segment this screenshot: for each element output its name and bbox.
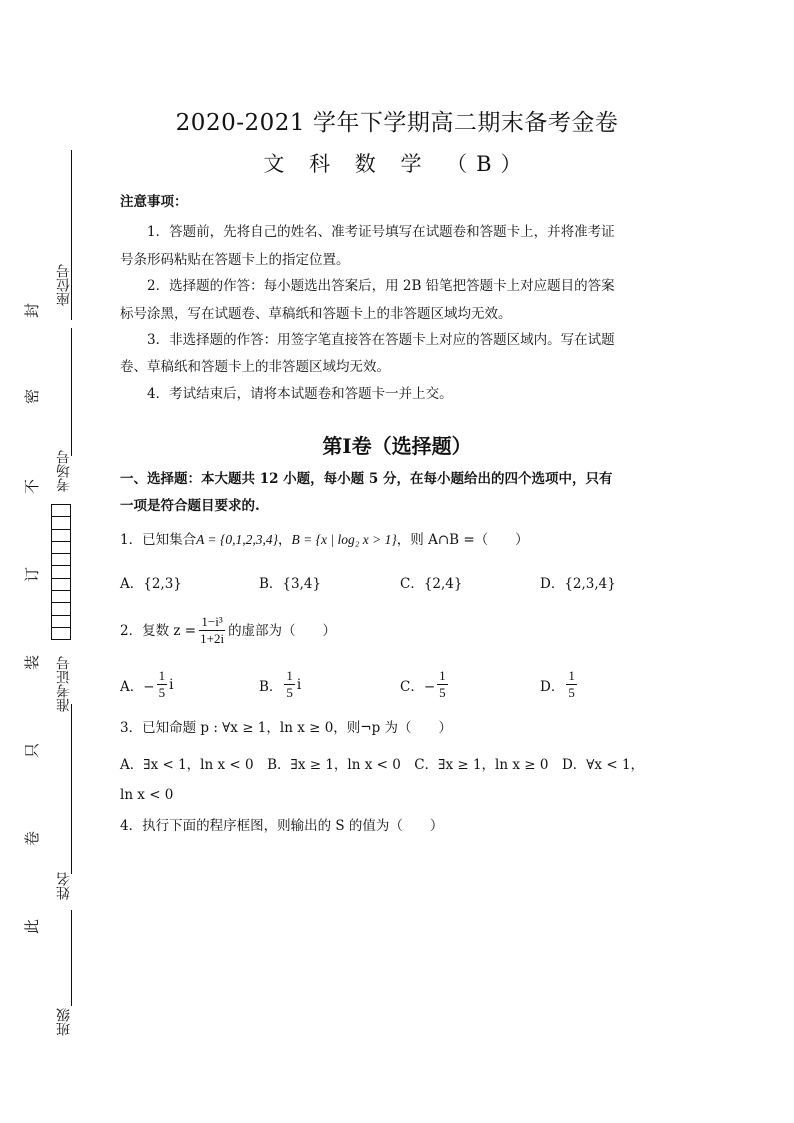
seal-char: 此 [23,918,42,935]
q2-option-c: C．− $\frac{1}{5}$ [400,668,446,700]
q1-option-c: C．{2,4} [400,576,463,592]
exam-title: 2020-2021 学年下学期高二期末备考金卷 [175,110,619,136]
question-3-stem: 3．已知命题 p : ∀x ≥ 1，ln x ≥ 0，则¬p 为（ ） [120,720,453,736]
seal-char: 只 [23,742,42,759]
admission-number-label: 准考证号 [56,656,72,712]
notice-item: 1．答题前，先将自己的姓名、准考证号填写在试题卷和答题卡上，并将准考证 [147,224,615,240]
q2-option-d: D． $\frac{1}{5}$ [540,668,575,700]
q2-fraction [198,614,226,647]
question-1-stem: 1．已知集合A = {0,1,2,3,4}，B = {x | log₂ x > 1}，则 A∩B =（ ） [120,532,529,548]
exam-room-label: 考场号 [56,450,72,492]
seal-char: 卷 [23,830,42,847]
binding-line [71,704,72,874]
binding-line [71,328,72,456]
q2-option-a: A．− $\frac{1}{5}$ i [120,668,174,700]
class-label: 班级 [56,1008,72,1036]
seal-char: 密 [23,388,42,405]
notice-item: 号条形码粘贴在答题卡上的指定位置。 [120,252,350,268]
q2-denominator: 1+2i [200,631,225,646]
q1-option-d: D．{2,3,4} [540,576,616,592]
seal-char: 封 [23,302,42,319]
notice-item: 4．考试结束后，请将本试题卷和答题卡一并上交。 [147,386,453,402]
exam-number-grid [51,504,71,640]
section-intro: 一、选择题：本大题共 12 小题，每小题 5 分，在每小题给出的四个选项中，只有 [120,471,613,487]
q1-tail: ，则 A∩B =（ ） [396,532,529,548]
q1-set-a: A = {0,1,2,3,4} [196,532,279,547]
notice-item: 2．选择题的作答：每小题选出答案后，用 2B 铅笔把答题卡上对应题目的答案 [147,278,615,294]
notice-item: 标号涂黑，写在试题卷、草稿纸和答题卡上的非答题区域均无效。 [120,306,512,322]
q3-options: A．∃x < 1，ln x < 0 B．∃x ≥ 1，ln x < 0 C．∃x ≥ 1，ln x ≥ 0 D．∀x < 1， [120,757,645,773]
seal-char: 订 [23,566,42,583]
q1-prefix: 1．已知集合 [120,532,197,548]
notice-item: 卷、草稿纸和答题卡上的非答题区域均无效。 [120,359,390,375]
question-2-stem [120,614,336,647]
exam-subtitle: 文 科 数 学 （B） [263,152,531,176]
q2-tail: 的虚部为（ ） [228,622,337,639]
name-label: 姓名 [56,872,72,900]
binding-line [71,910,72,1006]
q2-option-b: B． $\frac{1}{5}$ i [259,668,302,700]
seal-char: 不 [23,478,42,495]
seal-char: 装 [23,654,42,671]
notice-item: 3．非选择题的作答：用签字笔直接答在答题卡上对应的答题区域内。写在试题 [147,332,615,348]
question-4-stem: 4．执行下面的程序框图，则输出的 S 的值为（ ） [120,818,444,834]
q1-option-b: B．{3,4} [259,576,322,592]
seat-number-label: 座位号 [56,264,72,306]
section-title: 第Ⅰ卷（选择题） [322,434,472,458]
notice-heading: 注意事项： [120,194,188,210]
q3-options-wrap: ln x < 0 [120,787,174,803]
q2-prefix: 2．复数 z = [120,622,197,639]
q1-set-b: B = {x | log₂ x > 1} [291,532,397,547]
q1-option-a: A．{2,3} [120,576,182,592]
section-intro: 一项是符合题目要求的. [120,498,260,514]
q2-numerator: 1−i³ [201,614,223,629]
